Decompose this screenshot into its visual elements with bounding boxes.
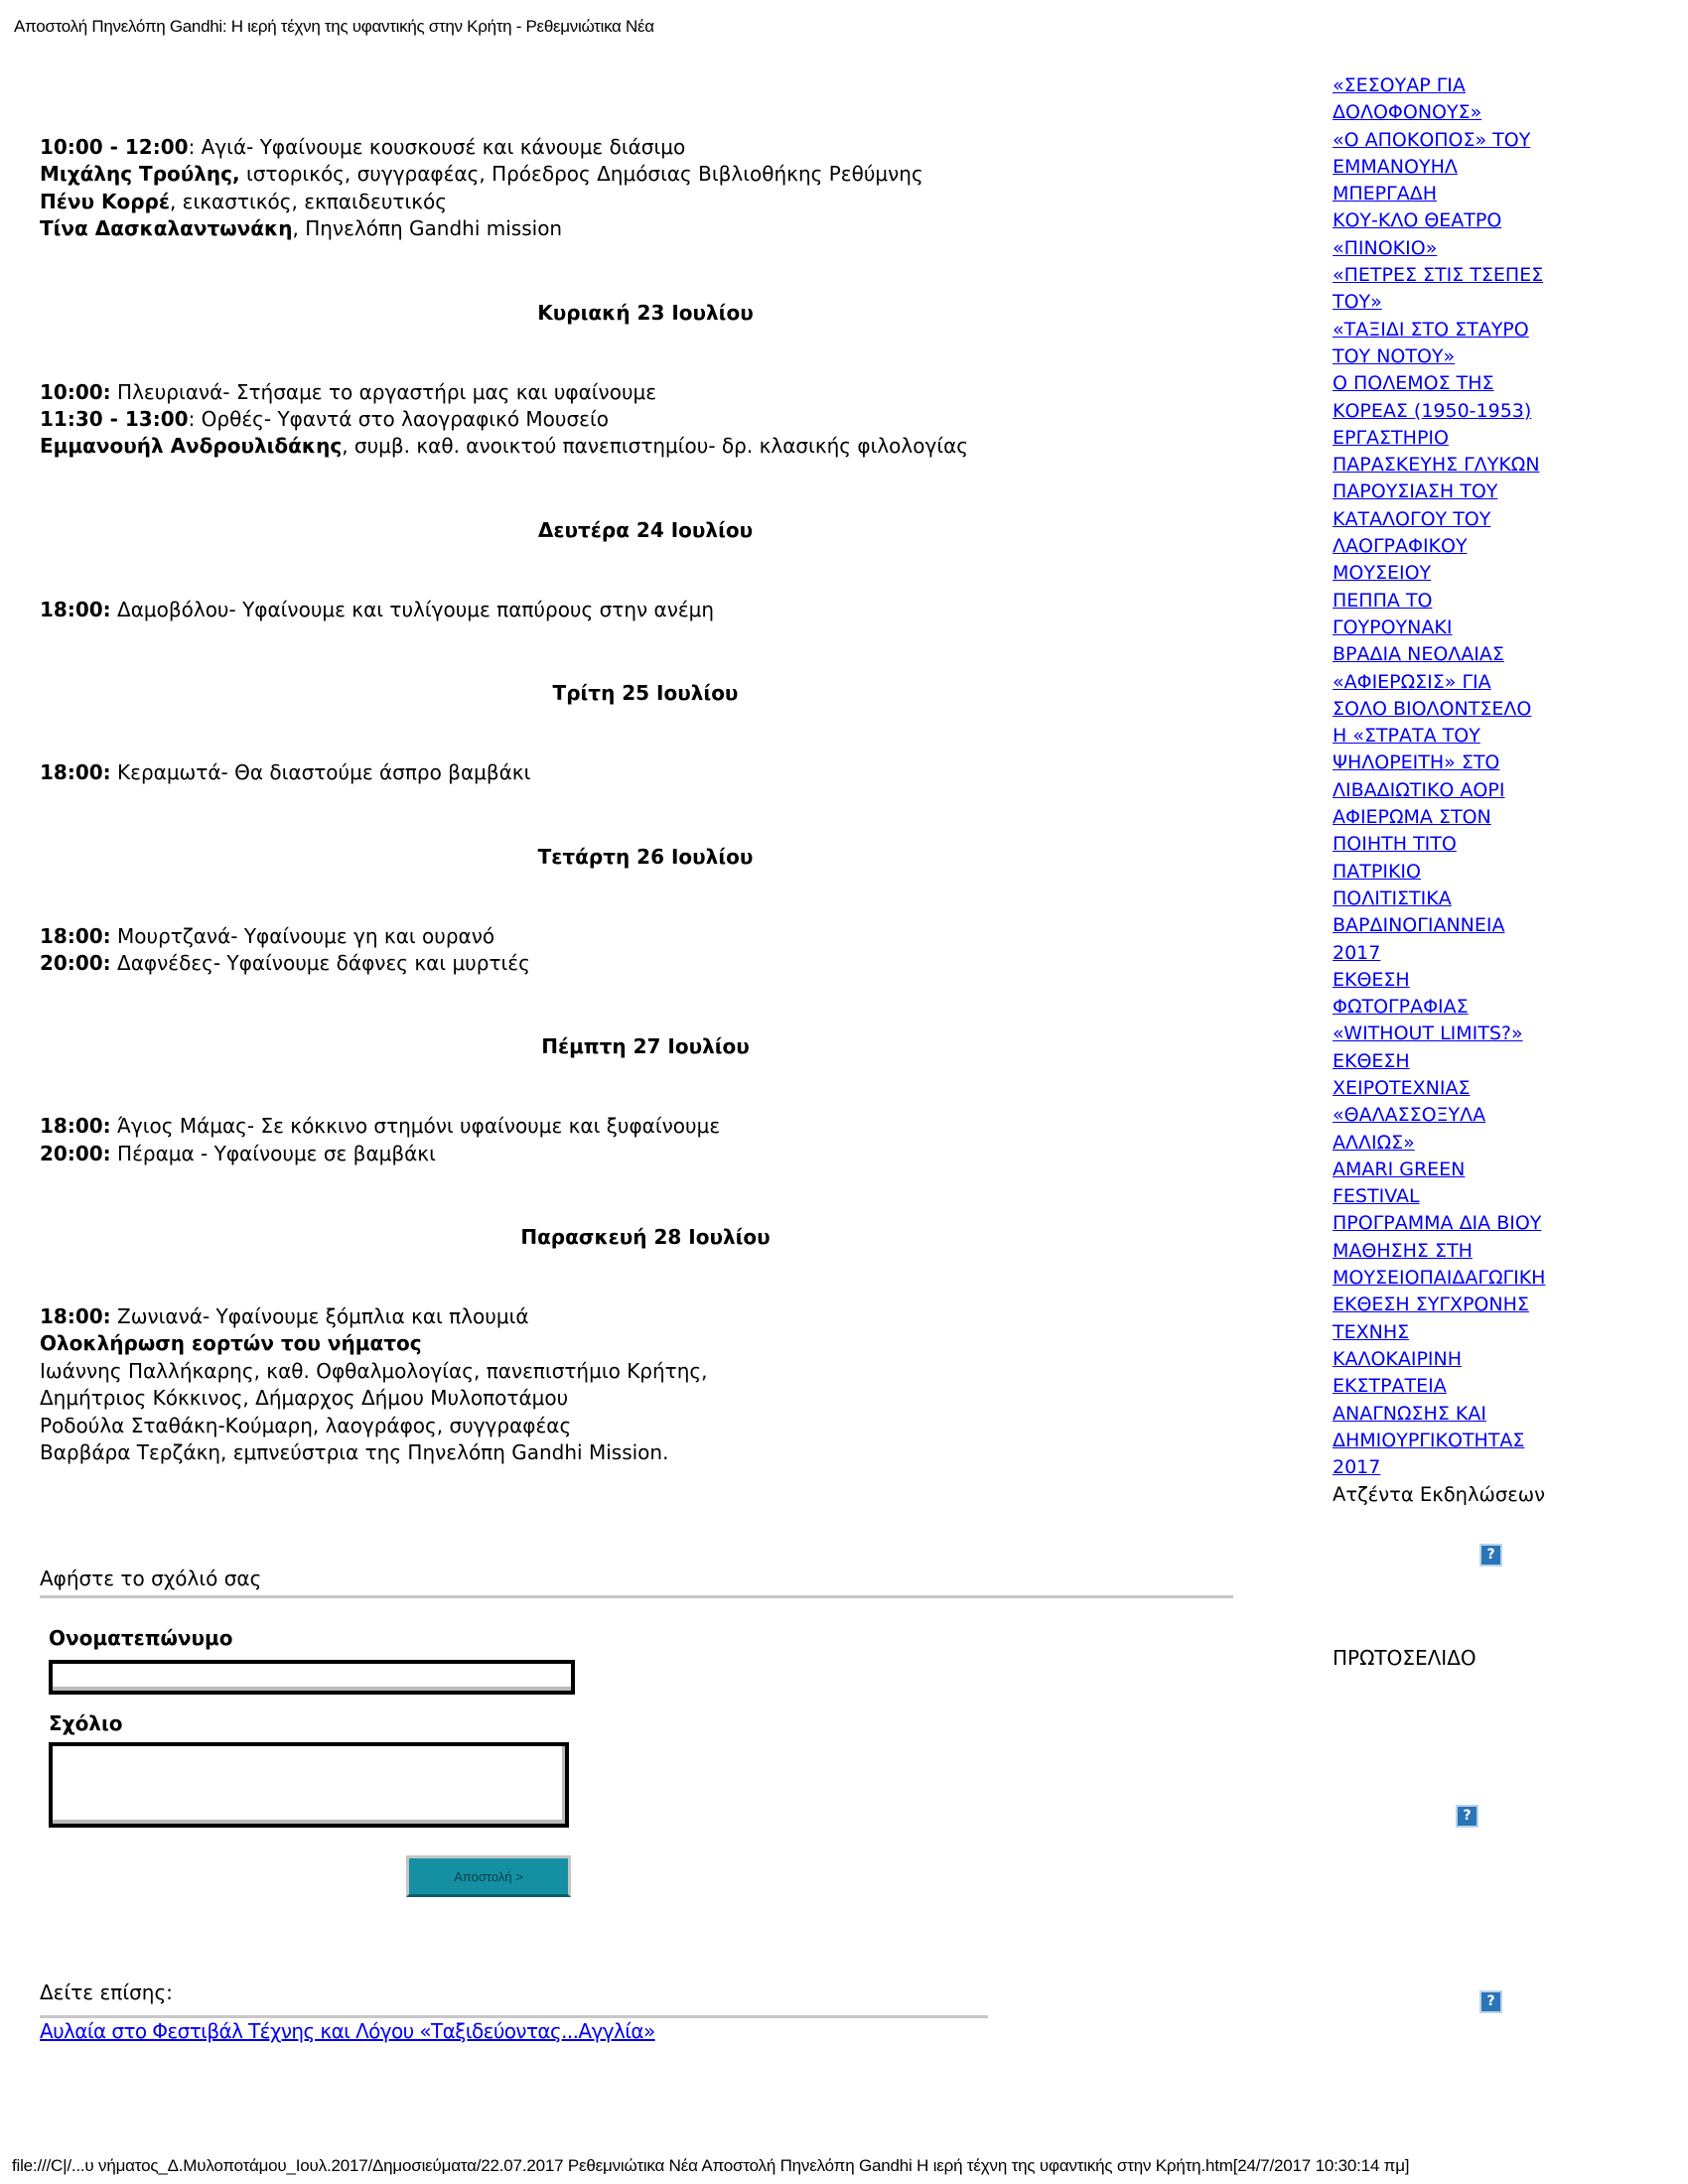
- sidebar-link-line: FESTIVAL: [1333, 1185, 1420, 1208]
- schedule-line: [40, 189, 1251, 215]
- line-emphasis: 18:00:: [40, 1114, 111, 1139]
- line-text: Πέραμα - Υφαίνουμε σε βαμβάκι: [110, 1141, 436, 1165]
- schedule-line: [40, 406, 1251, 433]
- schedule-line: [40, 923, 1251, 950]
- sidebar-link-line: ΣΟΛΟ ΒΙΟΛΟΝΤΣΕΛΟ: [1333, 697, 1532, 720]
- sidebar-link-line: ΑΝΑΓΝΩΣΗΣ ΚΑΙ: [1333, 1402, 1486, 1425]
- sidebar-link-line: ΕΚΣΤΡΑΤΕΙΑ: [1333, 1375, 1447, 1398]
- line-text: Πλευριανά- Στήσαμε το αργαστήρι μας και υφαίνουμε: [110, 379, 657, 404]
- schedule-line: [40, 433, 1251, 460]
- line-emphasis: Μιχάλης Τρούλης,: [40, 162, 240, 187]
- sidebar-link-line: AMARI GREEN: [1333, 1158, 1466, 1180]
- sidebar-links: [1333, 72, 1545, 1481]
- sidebar-link-line: ΜΟΥΣΕΙΟΠΑΙΔΑΓΩΓΙΚΗ: [1333, 1267, 1546, 1290]
- sidebar-link[interactable]: [1333, 127, 1545, 208]
- sidebar-link-line: ΠΟΙΗΤΗ ΤΙΤΟ: [1333, 833, 1457, 856]
- sidebar-link-line: ΕΡΓΑΣΤΗΡΙΟ: [1333, 426, 1449, 449]
- line-text: Κεραμωτά- Θα διαστούμε άσπρο βαμβάκι: [110, 760, 531, 785]
- day-heading: Παρασκευή 28 Ιουλίου: [520, 1225, 771, 1250]
- line-text: : Αγιά- Υφαίνουμε κουσκουσέ και κάνουμε διάσιμο: [188, 135, 686, 159]
- sidebar-link[interactable]: [1333, 262, 1545, 317]
- sidebar-link-line: ΧΕΙΡΟΤΕΧΝΙΑΣ: [1333, 1076, 1471, 1099]
- sidebar-link[interactable]: [1333, 370, 1545, 425]
- sidebar-link-line: ΛΙΒΑΔΙΩΤΙΚΟ ΑΟΡΙ: [1333, 778, 1505, 801]
- line-text: , εικαστικός, εκπαιδευτικός: [169, 189, 447, 213]
- sidebar-link-line: ΔΟΛΟΦΟΝΟΥΣ»: [1333, 101, 1482, 124]
- schedule-line: [40, 1413, 1251, 1439]
- sidebar-link[interactable]: [1333, 1157, 1545, 1211]
- line-emphasis: Εμμανουήλ Ανδρουλιδάκης: [40, 434, 343, 459]
- line-emphasis: Τίνα Δασκαλαντωνάκη: [40, 216, 293, 241]
- sidebar-link-line: ΜΑΘΗΣΗΣ ΣΤΗ: [1333, 1239, 1473, 1262]
- sidebar-link-line: ΠΑΤΡΙΚΙΟ: [1333, 860, 1421, 883]
- line-text: Άγιος Μάμας- Σε κόκκινο στημόνι υφαίνουμε και ξυφαίνουμε: [110, 1114, 721, 1139]
- schedule-line: [40, 1358, 1251, 1385]
- sidebar-link[interactable]: [1333, 804, 1545, 886]
- sidebar-link-line: ΚΟΡΕΑΣ (1950-1953): [1333, 399, 1532, 422]
- line-text: ιστορικός, συγγραφέας, Πρόεδρος Δημόσιας Βιβλιοθήκης Ρεθύμνης: [239, 162, 923, 187]
- sidebar-link-line: ΚΟΥ-ΚΛΟ ΘΕΑΤΡΟ: [1333, 209, 1502, 232]
- comment-textarea[interactable]: [49, 1742, 569, 1828]
- page-title: Αποστολή Πηνελόπη Gandhi: Η ιερή τέχνη της υφαντικής στην Κρήτη - Ρεθεμνιώτικα Νέα: [14, 17, 654, 36]
- sidebar-link-line: ΕΚΘΕΣΗ: [1333, 968, 1410, 991]
- sidebar-link-line: «WITHOUT LIMITS?»: [1333, 1023, 1523, 1045]
- sidebar-link-line: 2017: [1333, 1456, 1381, 1479]
- sidebar-link-line: «ΘΑΛΑΣΣΟΞΥΛΑ: [1333, 1104, 1486, 1127]
- sidebar-link[interactable]: [1333, 669, 1545, 724]
- sidebar-link-line: «ΑΦΙΕΡΩΣΙΣ» ΓΙΑ: [1333, 670, 1491, 693]
- sidebar-link[interactable]: [1333, 72, 1545, 127]
- sidebar-link-line: ΤΟΥ»: [1333, 291, 1382, 314]
- agenda-heading: Ατζέντα Εκδηλώσεων: [1333, 1483, 1546, 1507]
- sidebar-link-line: «ΠΕΤΡΕΣ ΣΤΙΣ ΤΣΕΠΕΣ: [1333, 264, 1544, 287]
- sidebar-link-line: ΑΦΙΕΡΩΜΑ ΣΤΟΝ: [1333, 806, 1491, 829]
- schedule-line: [40, 379, 1251, 406]
- sidebar-link-line: ΠΑΡΟΥΣΙΑΣΗ ΤΟΥ: [1333, 480, 1498, 503]
- line-text: Μουρτζανά- Υφαίνουμε γη και ουρανό: [110, 923, 495, 948]
- sidebar-link-line: ΨΗΛΟΡΕΙΤΗ» ΣΤΟ: [1333, 751, 1500, 774]
- divider: [40, 1595, 1233, 1598]
- line-emphasis: 18:00:: [40, 1304, 111, 1329]
- line-emphasis: 10:00:: [40, 379, 111, 404]
- schedule-line: [40, 161, 1251, 188]
- sidebar-link[interactable]: [1333, 588, 1545, 642]
- line-emphasis: 18:00:: [40, 923, 111, 948]
- sidebar-link-line: Η «ΣΤΡΑΤΑ ΤΟΥ: [1333, 725, 1480, 748]
- sidebar-link-line: «ΠΙΝΟΚΙΟ»: [1333, 236, 1438, 259]
- see-also-link[interactable]: Αυλαία στο Φεστιβάλ Τέχνης και Λόγου «Ταξιδεύοντας...Αγγλία»: [40, 2019, 655, 2043]
- front-page-label: ΠΡΩΤΟΣΕΛΙΔΟ: [1333, 1646, 1477, 1670]
- sidebar-link[interactable]: [1333, 1292, 1545, 1346]
- article-body: [40, 134, 1251, 1466]
- schedule-line: [40, 1330, 1251, 1357]
- line-emphasis: 18:00:: [40, 760, 111, 785]
- line-text: Δημήτριος Κόκκινος, Δήμαρχος Δήμου Μυλοποτάμου: [40, 1386, 569, 1411]
- sidebar-link[interactable]: [1333, 425, 1545, 479]
- page-footer-url: file:///C|/...υ νήματος_Δ.Μυλοποτάμου_Ιουλ.2017/Δημοσιεύματα/22.07.2017 Ρεθεμνιώτικα Νέα Αποστολή Πηνελόπη Gandhi Η ιερή τέχνη της υφαντικής στην Κρήτη.htm[24/7/2017 10:30:14 πμ]: [12, 2156, 1410, 2175]
- sidebar-link-line: «ΣΕΣΟΥΑΡ ΓΙΑ: [1333, 74, 1466, 96]
- schedule-line: [40, 1439, 1251, 1466]
- sidebar-link[interactable]: [1333, 1048, 1545, 1157]
- sidebar-link-line: 2017: [1333, 941, 1381, 964]
- sidebar-link[interactable]: [1333, 478, 1545, 587]
- sidebar-link-line: ΦΩΤΟΓΡΑΦΙΑΣ: [1333, 996, 1469, 1019]
- submit-button[interactable]: Αποστολή >: [406, 1855, 571, 1897]
- line-text: Δαφνέδες- Υφαίνουμε δάφνες και μυρτιές: [110, 950, 530, 975]
- sidebar-link[interactable]: [1333, 317, 1545, 371]
- line-text: Βαρβάρα Τερζάκη, εμπνεύστρια της Πηνελόπη Gandhi Mission.: [40, 1440, 669, 1465]
- sidebar-link-line: ΠΡΟΓΡΑΜΜΑ ΔΙΑ ΒΙΟΥ: [1333, 1212, 1542, 1235]
- day-heading: Κυριακή 23 Ιουλίου: [537, 300, 754, 325]
- line-text: : Ορθές- Υφαντά στο λαογραφικό Μουσείο: [188, 406, 609, 431]
- line-text: Δαμοβόλου- Υφαίνουμε και τυλίγουμε παπύρους στην ανέμη: [110, 597, 715, 621]
- day-heading: Πέμπτη 27 Ιουλίου: [541, 1034, 750, 1059]
- sidebar-link-line: ΠΕΠΠΑ ΤΟ: [1333, 589, 1433, 612]
- sidebar-link-line: «Ο ΑΠΟΚΟΠΟΣ» ΤΟΥ: [1333, 128, 1531, 151]
- sidebar-link-line: ΑΛΛΙΩΣ»: [1333, 1131, 1415, 1154]
- sidebar-link-line: ΤΕΧΝΗΣ: [1333, 1320, 1410, 1343]
- sidebar-link[interactable]: [1333, 967, 1545, 1048]
- line-emphasis: Πένυ Κορρέ: [40, 189, 170, 213]
- line-emphasis: 11:30 - 13:00: [40, 406, 189, 431]
- sidebar-link-line: ΠΑΡΑΣΚΕΥΗΣ ΓΛΥΚΩΝ: [1333, 454, 1540, 477]
- line-emphasis: 20:00:: [40, 1141, 111, 1165]
- sidebar-link-line: ΜΟΥΣΕΙΟΥ: [1333, 562, 1432, 585]
- schedule-line: [40, 950, 1251, 977]
- day-heading: Τετάρτη 26 Ιουλίου: [537, 844, 754, 869]
- sidebar-link-line: ΓΟΥΡΟΥΝΑΚΙ: [1333, 615, 1453, 638]
- schedule-line: [40, 1303, 1251, 1330]
- sidebar-link[interactable]: [1333, 1210, 1545, 1292]
- sidebar-link-line: ΚΑΤΑΛΟΓΟΥ ΤΟΥ: [1333, 507, 1491, 530]
- sidebar-link-line: ΛΑΟΓΡΑΦΙΚΟΥ: [1333, 535, 1468, 558]
- schedule-line: [40, 1141, 1251, 1167]
- sidebar-link-line: ΠΟΛΙΤΙΣΤΙΚΑ: [1333, 887, 1452, 909]
- schedule-line: [40, 759, 1251, 786]
- sidebar-link-line: ΚΑΛΟΚΑΙΡΙΝΗ: [1333, 1347, 1463, 1370]
- line-text: , Πηνελόπη Gandhi mission: [292, 216, 563, 241]
- line-text: Ιωάννης Παλλήκαρης, καθ. Οφθαλμολογίας, πανεπιστήμιο Κρήτης,: [40, 1358, 708, 1383]
- schedule-line: [40, 1113, 1251, 1140]
- sidebar-link-line: ΕΚΘΕΣΗ ΣΥΓΧΡΟΝΗΣ: [1333, 1294, 1529, 1316]
- schedule-line: [40, 1385, 1251, 1412]
- divider: [40, 2015, 988, 2018]
- sidebar-link-line: ΤΟΥ ΝΟΤΟΥ»: [1333, 344, 1456, 367]
- day-heading: Τρίτη 25 Ιουλίου: [552, 681, 739, 706]
- sidebar-link-line: ΕΜΜΑΝΟΥΗΛ: [1333, 155, 1458, 178]
- sidebar-link-line: ΒΡΑΔΙΑ ΝΕΟΛΑΙΑΣ: [1333, 643, 1504, 666]
- sidebar-link[interactable]: [1333, 723, 1545, 804]
- sidebar-link-line: ΜΠΕΡΓΑΔΗ: [1333, 183, 1438, 205]
- sidebar-link-line: ΔΗΜΙΟΥΡΓΙΚΟΤΗΤΑΣ: [1333, 1429, 1525, 1451]
- broken-image-icon[interactable]: ?: [1456, 1805, 1478, 1828]
- sidebar-link-line: ΕΚΘΕΣΗ: [1333, 1049, 1410, 1072]
- comment-label: Σχόλιο: [49, 1711, 123, 1735]
- schedule-line: [40, 597, 1251, 623]
- line-emphasis: 20:00:: [40, 950, 111, 975]
- day-heading: Δευτέρα 24 Ιουλίου: [537, 517, 754, 542]
- sidebar-link-line: ΒΑΡΔΙΝΟΓΙΑΝΝΕΙΑ: [1333, 914, 1505, 937]
- sidebar-link[interactable]: [1333, 886, 1545, 967]
- comment-section-title: Αφήστε το σχόλιό σας: [40, 1567, 262, 1590]
- schedule-line: [40, 134, 1251, 161]
- sidebar-link[interactable]: [1333, 207, 1545, 262]
- line-emphasis: 10:00 - 12:00: [40, 135, 189, 159]
- line-emphasis: Ολοκλήρωση εορτών του νήματος: [40, 1331, 422, 1356]
- schedule-line: [40, 215, 1251, 242]
- name-label: Ονοματεπώνυμο: [49, 1626, 233, 1650]
- sidebar-link[interactable]: [1333, 641, 1545, 668]
- sidebar: [1333, 72, 1545, 1509]
- broken-image-icon[interactable]: ?: [1479, 1990, 1502, 2013]
- sidebar-link-line: Ο ΠΟΛΕΜΟΣ ΤΗΣ: [1333, 372, 1494, 395]
- name-input[interactable]: [49, 1660, 575, 1695]
- see-also-title: Δείτε επίσης:: [40, 1980, 173, 2004]
- line-text: Ροδούλα Σταθάκη-Κούμαρη, λαογράφος, συγγραφέας: [40, 1413, 572, 1437]
- line-text: , συμβ. καθ. ανοικτού πανεπιστημίου- δρ. κλασικής φιλολογίας: [342, 434, 969, 459]
- sidebar-link-line: «ΤΑΞΙΔΙ ΣΤΟ ΣΤΑΥΡΟ: [1333, 318, 1529, 341]
- sidebar-link[interactable]: [1333, 1346, 1545, 1481]
- line-emphasis: 18:00:: [40, 597, 111, 621]
- broken-image-icon[interactable]: ?: [1479, 1544, 1502, 1567]
- line-text: Ζωνιανά- Υφαίνουμε ξόμπλια και πλουμιά: [110, 1304, 529, 1329]
